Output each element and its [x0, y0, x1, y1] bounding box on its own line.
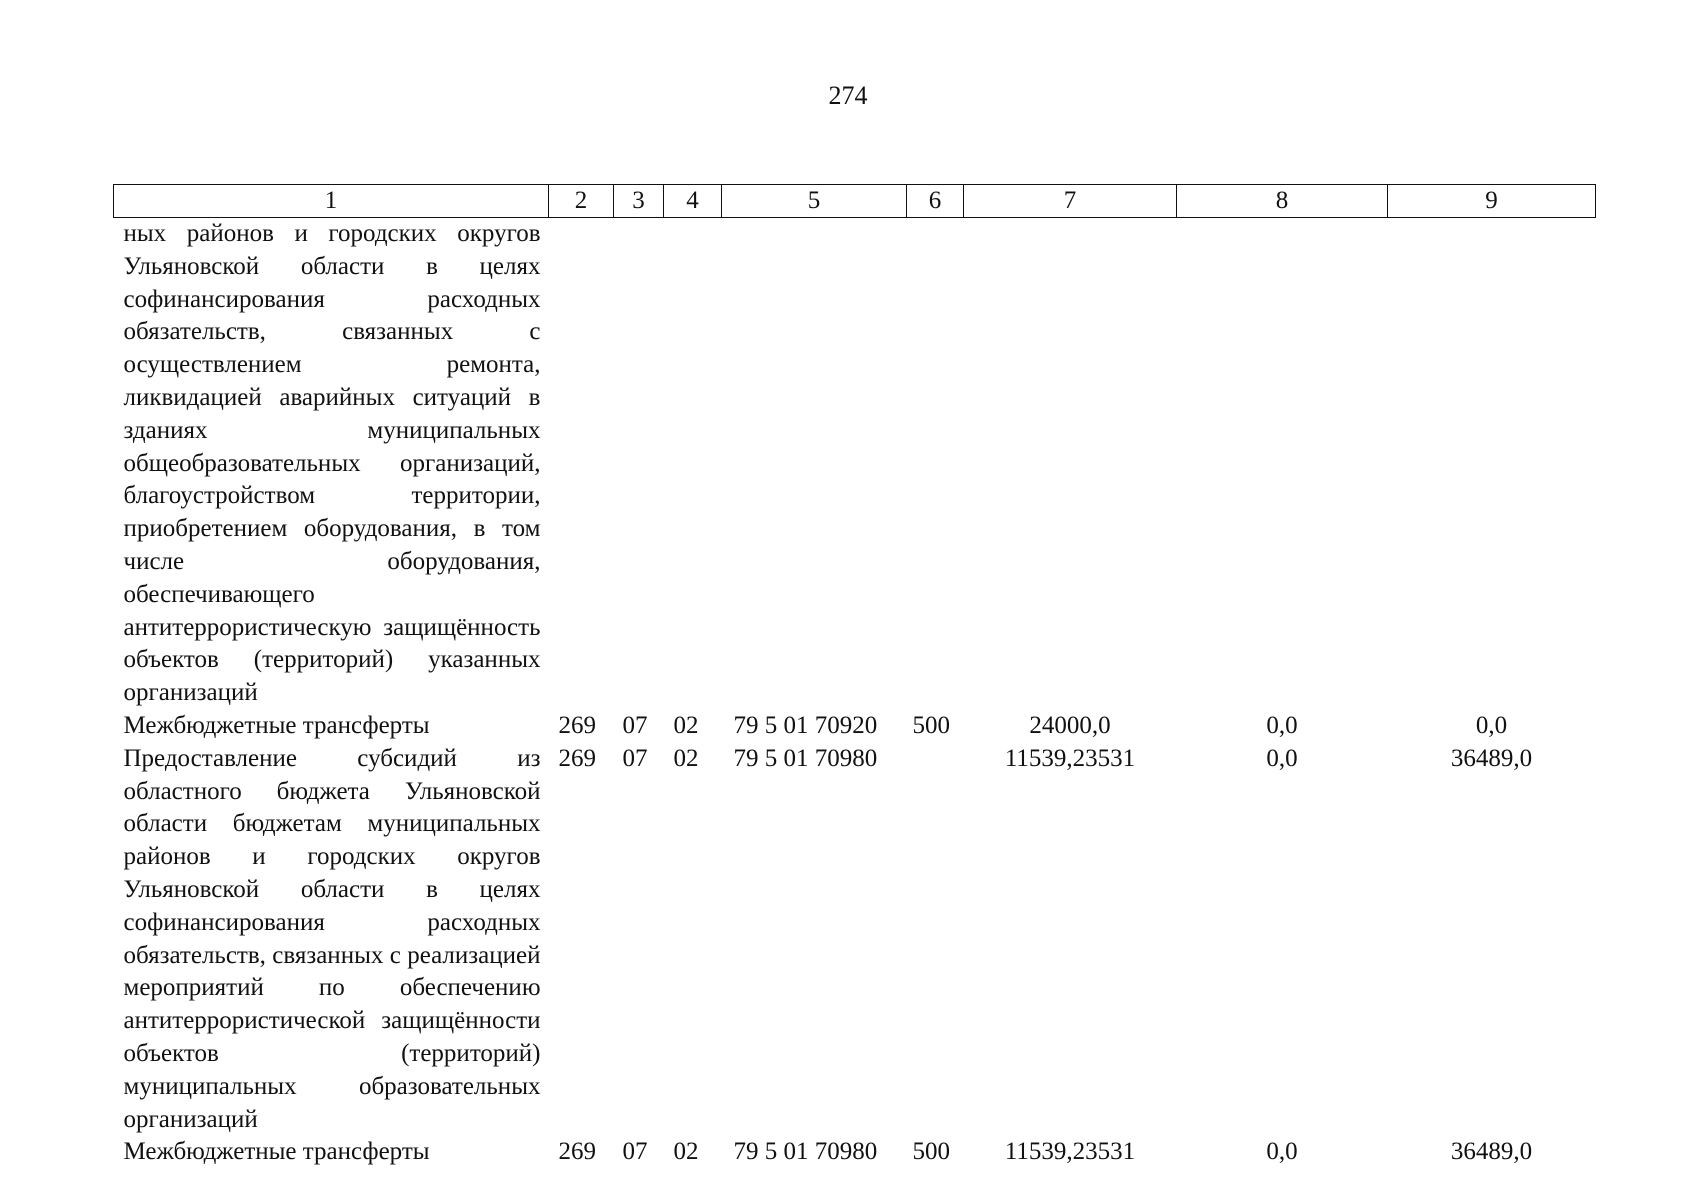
header-col-3: 3	[614, 185, 664, 218]
row-description: Межбюджетные трансферты	[123, 711, 430, 739]
row-description: Предоставление субсидий из областного бюджета Ульяновской области бюджетам муниципальных районов и городских округов Ульяновской области в целях софинансирования расходных обязательств, связанных с реализацией мероприятий по обеспечению антитеррористической защищённости объектов (территорий) муниципальных образовательных организаций	[123, 744, 541, 1133]
header-col-8: 8	[1177, 185, 1388, 218]
cell-col-9: 36489,0	[1450, 744, 1533, 772]
table-row	[114, 218, 1596, 710]
cell-col-8	[1177, 218, 1388, 710]
header-col-5: 5	[722, 185, 907, 218]
cell-col-7: 24000,0	[1029, 711, 1111, 739]
cell-col-6	[907, 218, 964, 710]
row-description: ных районов и городских округов Ульяновской области в целях софинансирования расходных обязательств, связанных с осуществлением ремонта, ликвидацией аварийных ситуаций в зданиях муниципальных общеобразовательных организаций, благоустройством территории, приобретением оборудования, в том числе оборудования, обеспечивающего антитеррористическую защищённость объектов (территорий) указанных организаций	[123, 220, 541, 707]
page-number: 274	[828, 81, 868, 110]
cell-col-2: 269	[558, 1138, 596, 1166]
row-description: Межбюджетные трансферты	[123, 1138, 430, 1166]
cell-col-4: 02	[673, 1138, 699, 1166]
budget-table	[113, 184, 1596, 1169]
header-col-2: 2	[549, 185, 614, 218]
cell-col-5: 79 5 01 70980	[733, 744, 878, 772]
cell-col-6: 500	[912, 711, 950, 739]
cell-col-9: 36489,0	[1450, 1138, 1533, 1166]
cell-col-7	[964, 218, 1177, 710]
header-col-4: 4	[664, 185, 722, 218]
cell-col-5: 79 5 01 70980	[733, 1138, 878, 1166]
cell-col-7: 11539,23531	[1004, 744, 1136, 772]
header-col-7: 7	[964, 185, 1177, 218]
header-col-9: 9	[1388, 185, 1596, 218]
cell-col-4	[664, 218, 722, 710]
cell-col-3: 07	[622, 744, 648, 772]
cell-col-2: 269	[558, 711, 596, 739]
cell-col-4: 02	[673, 744, 699, 772]
table-row	[114, 710, 1596, 743]
cell-col-8: 0,0	[1266, 744, 1298, 772]
cell-col-6: 500	[912, 1138, 950, 1166]
cell-col-5	[722, 218, 907, 710]
cell-col-3: 07	[622, 1138, 648, 1166]
cell-col-2	[549, 218, 614, 710]
cell-col-4: 02	[673, 711, 699, 739]
cell-col-3: 07	[622, 711, 648, 739]
table-row	[114, 743, 1596, 1137]
cell-col-8: 0,0	[1266, 711, 1298, 739]
cell-col-7: 11539,23531	[1004, 1138, 1136, 1166]
header-col-6: 6	[907, 185, 964, 218]
cell-col-9	[1388, 218, 1596, 710]
cell-col-2: 269	[558, 744, 596, 772]
cell-col-6	[907, 743, 964, 1137]
table-row	[114, 1136, 1596, 1169]
cell-col-3	[614, 218, 664, 710]
cell-col-9: 0,0	[1475, 711, 1508, 739]
header-row	[114, 185, 1596, 218]
cell-col-8: 0,0	[1266, 1138, 1298, 1166]
cell-col-5: 79 5 01 70920	[733, 711, 878, 739]
header-col-1: 1	[114, 185, 549, 218]
